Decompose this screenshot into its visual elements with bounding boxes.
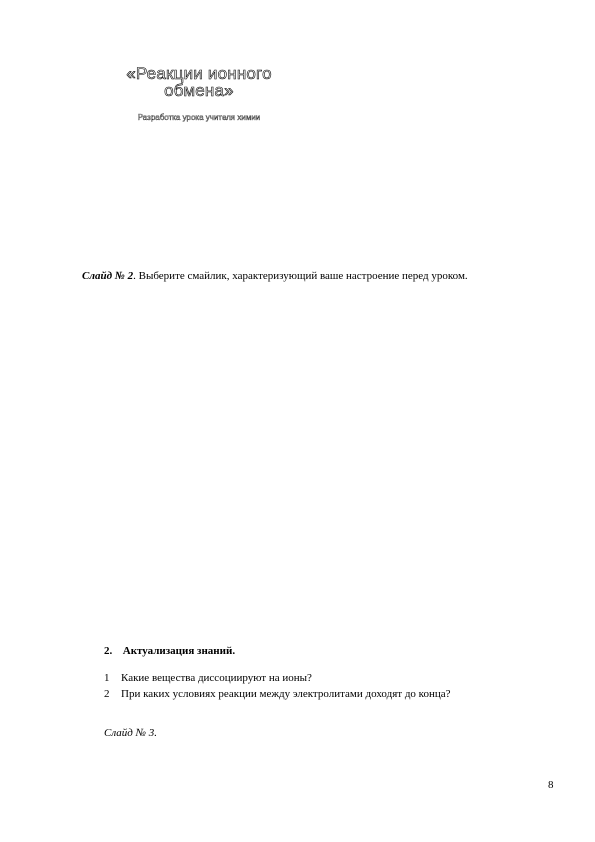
slide2-caption	[82, 270, 468, 283]
slide-title-line2: обмена»	[164, 81, 234, 100]
slide2-label: Слайд № 2	[82, 270, 134, 282]
question-text: Какие вещества диссоциируют на ионы?	[121, 672, 312, 684]
slide-thumbnail	[86, 55, 312, 233]
slide-title	[86, 65, 312, 99]
slide2-instruction: . Выберите смайлик, характеризующий ваше настроение перед уроком.	[133, 270, 468, 282]
list-item	[104, 686, 450, 702]
section-title: Актуализация знаний.	[122, 645, 236, 657]
slide-subtitle-line1: Разработка урока учителя химии	[137, 113, 261, 122]
page-number: 8	[548, 779, 554, 791]
question-number: 2	[104, 688, 110, 700]
section-number: 2.	[104, 645, 113, 657]
question-text: При каких условиях реакции между электролитами доходят до конца?	[121, 688, 451, 700]
question-list	[104, 670, 450, 702]
question-number: 1	[104, 672, 110, 684]
slide-title-line1: «Реакции ионного	[126, 64, 272, 83]
list-item	[104, 670, 450, 686]
section-heading	[104, 645, 235, 657]
slide3-label: Слайд № 3.	[104, 727, 157, 739]
